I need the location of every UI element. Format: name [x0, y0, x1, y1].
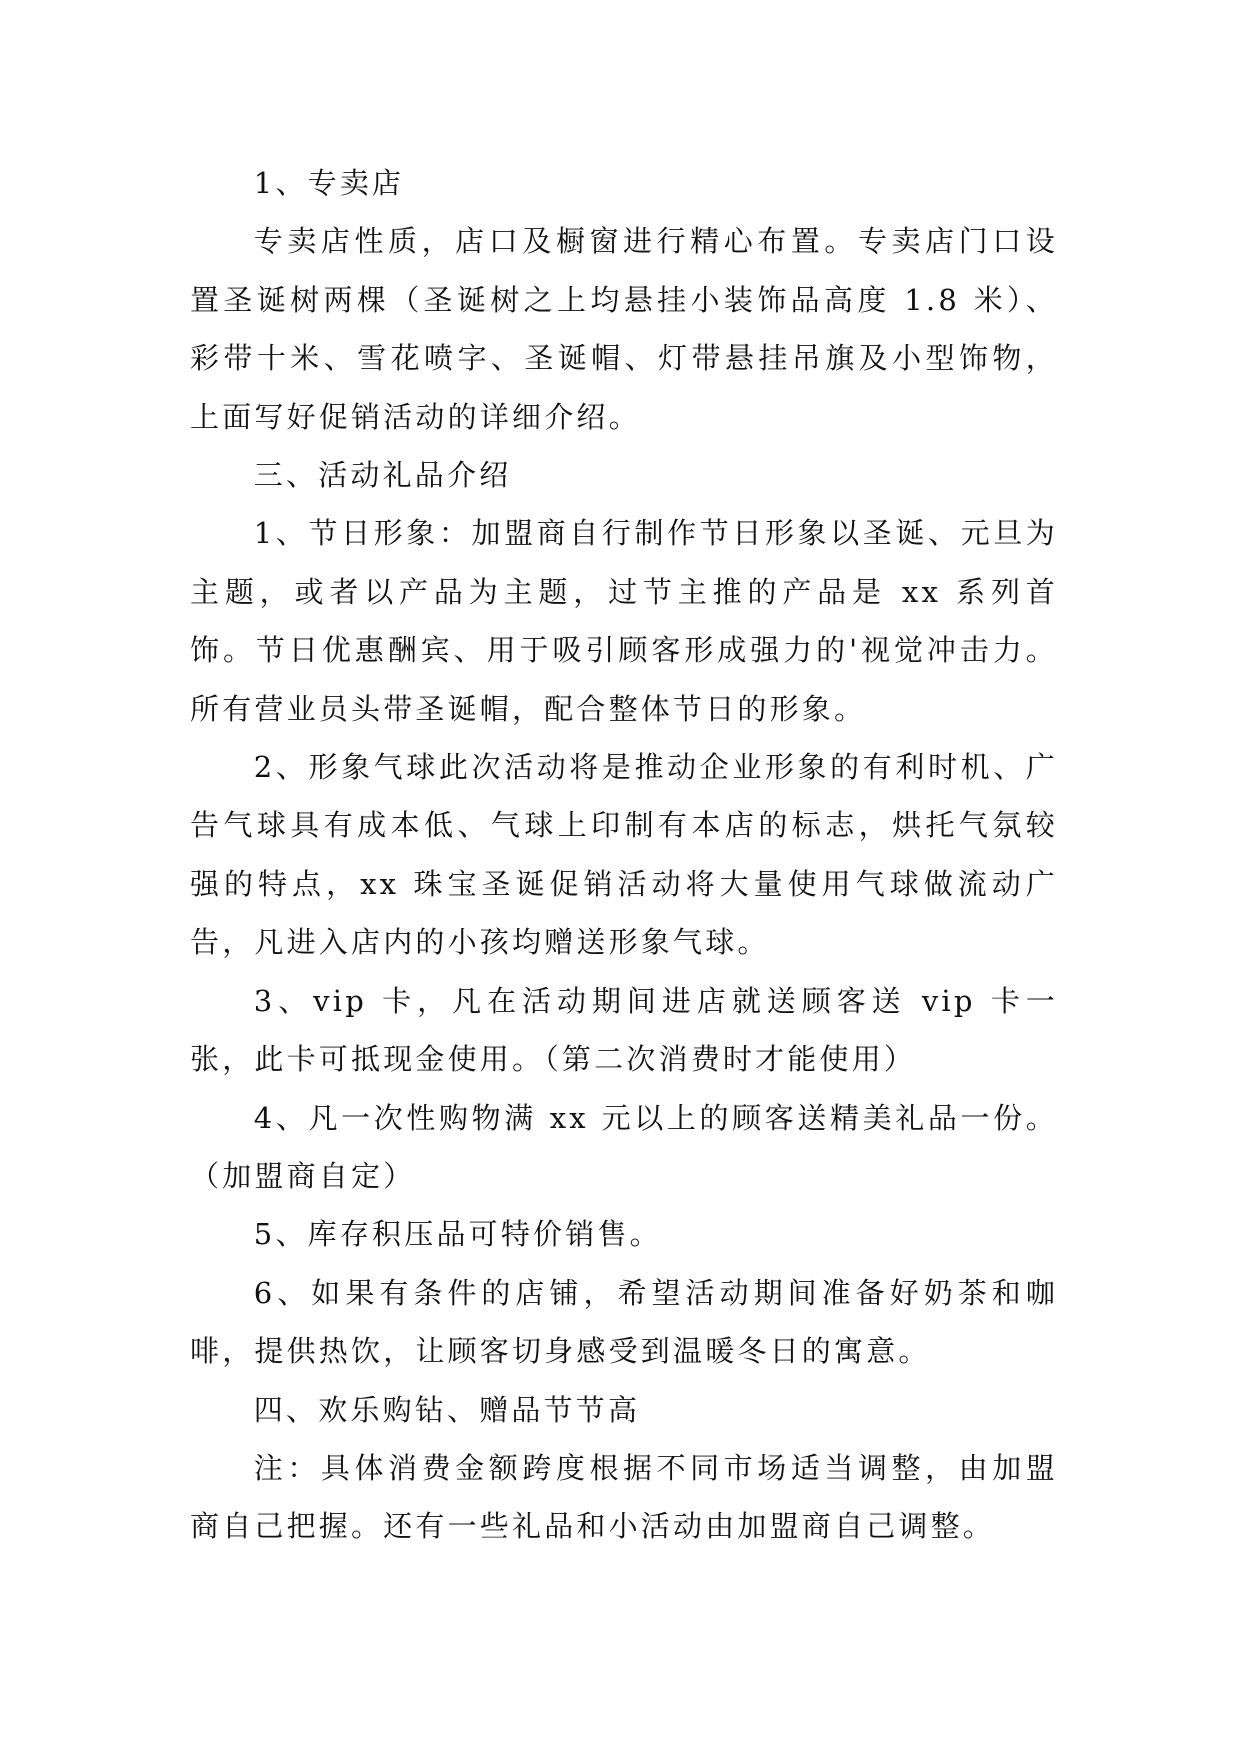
paragraph-clearance: 5、库存积压品可特价销售。: [253, 1217, 662, 1252]
document-page: [190, 154, 1058, 1556]
section-heading-gifts: 三、活动礼品介绍: [253, 458, 512, 493]
paragraph-balloons: 2、形象气球此次活动将是推动企业形象的有利时机、广告气球具有成本低、气球上印制有本店的标志，烘托气氛较强的特点，xx 珠宝圣诞促销活动将大量使用气球做流动广告，凡进入店内的小孩均赠送形象气球。: [190, 750, 1058, 960]
section-heading-store: 1、专卖店: [253, 166, 405, 200]
paragraph-holiday-image: 1、节日形象：加盟商自行制作节日形象以圣诞、元旦为主题，或者以产品为主题，过节主推的产品是 xx 系列首饰。节日优惠酬宾、用于吸引顾客形成强力的'视觉冲击力。所有营业员头带圣诞帽，配合整体节日的形象。: [190, 516, 1058, 726]
paragraph-vip-card: 3、vip 卡，凡在活动期间进店就送顾客送 vip 卡一张，此卡可抵现金使用。（第二次消费时才能使用）: [190, 983, 1058, 1077]
section-heading-rewards: 四、欢乐购钻、赠品节节高: [253, 1392, 641, 1427]
paragraph-note: 注：具体消费金额跨度根据不同市场适当调整，由加盟商自己把握。还有一些礼品和小活动由加盟商自己调整。: [190, 1450, 1058, 1544]
paragraph-hot-drinks: 6、如果有条件的店铺，希望活动期间准备好奶茶和咖啡，提供热饮，让顾客切身感受到温暖冬日的寓意。: [190, 1275, 1058, 1369]
paragraph-gift-purchase: 4、凡一次性购物满 xx 元以上的顾客送精美礼品一份。（加盟商自定）: [190, 1100, 1058, 1193]
paragraph-store-decoration: 专卖店性质，店口及橱窗进行精心布置。专卖店门口设置圣诞树两棵（圣诞树之上均悬挂小装饰品高度 1.8 米）、彩带十米、雪花喷字、圣诞帽、灯带悬挂吊旗及小型饰物，上面写好促销活动的详细介绍。: [190, 224, 1058, 434]
